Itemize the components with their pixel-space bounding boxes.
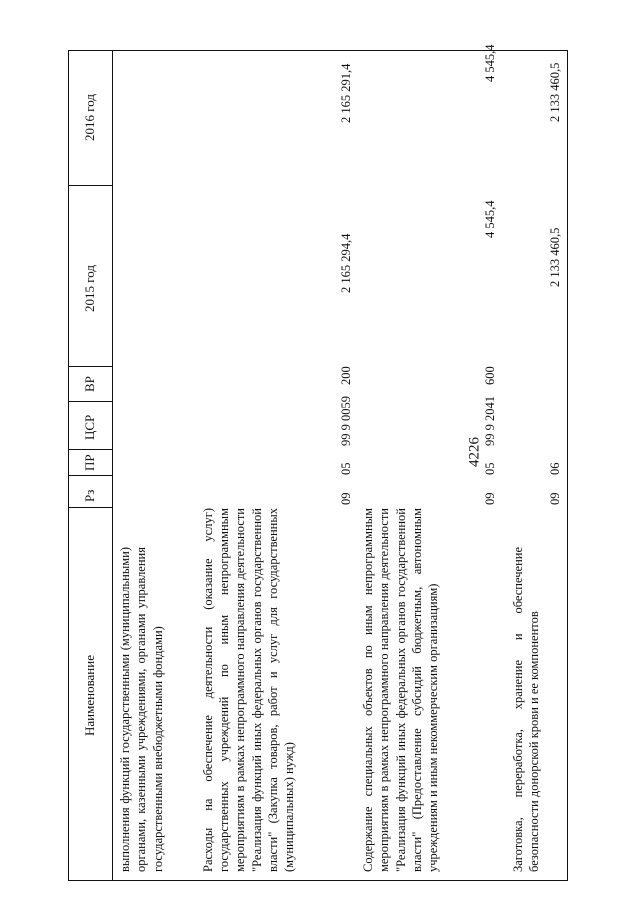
row-3-vr: 600 <box>483 366 497 385</box>
row-2-vr: 200 <box>339 366 353 385</box>
row-2-rz: 09 <box>339 492 353 505</box>
header-vr: ВР <box>82 376 97 392</box>
row-3-2016: 4 545,4 <box>483 44 497 82</box>
row-4-rz: 09 <box>548 492 562 505</box>
hdr-sep-2015-2016 <box>68 185 112 186</box>
row-1-name: выполнения функций государственными (муниципальными) органами, казенными учреждениями, органами управления государственными внебюджетными фондами) <box>118 547 165 872</box>
row-2-pr: 05 <box>339 462 353 475</box>
hdr-sep-name-rz <box>68 507 112 508</box>
header-column-rule <box>112 50 113 881</box>
hdr-sep-pr-csr <box>68 449 112 450</box>
row-3-name: Содержание специальных объектов по иным непрограммным мероприятиям в рамках непрограммного направления деятельности "Реализация функций иных федеральных органов государственной власти" (Предоставление субсидий бюджетным, автономным учреждениям и иным некоммерческим организациям) <box>361 508 441 872</box>
row-3-pr: 05 <box>483 462 497 475</box>
header-2016: 2016 год <box>82 94 97 141</box>
row-3-2015: 4 545,4 <box>483 200 497 238</box>
row-4-2015: 2 133 460,5 <box>548 227 562 287</box>
row-4-pr: 06 <box>548 462 562 475</box>
row-2-2015: 2 165 294,4 <box>339 233 353 293</box>
row-3-rz: 09 <box>483 492 497 505</box>
header-2015: 2015 год <box>82 265 97 312</box>
header-name: Наименование <box>82 655 97 736</box>
page-number: 4226 <box>466 437 483 467</box>
row-2-2016: 2 165 291,4 <box>339 63 353 123</box>
row-2-name: Расходы на обеспечение деятельности (оказание услуг) государственных учреждений по иным непрограммным мероприятиям в рамках непрограммного направления деятельности "Реализация функций иных федеральных органов государственной власти" (Закупка товаров, работ и услуг для государственных (муниципальных) нужд) <box>201 508 297 872</box>
row-2-csr: 99 9 0059 <box>339 396 353 446</box>
hdr-sep-rz-pr <box>68 475 112 476</box>
row-4-name: Заготовка, переработка, хранение и обеспечение безопасности донорской крови и ее компонентов <box>511 547 542 872</box>
row-3-csr: 99 9 2041 <box>483 396 497 446</box>
hdr-sep-vr-2015 <box>68 366 112 367</box>
hdr-sep-csr-vr <box>68 401 112 402</box>
header-pr: ПР <box>82 454 97 471</box>
header-rz: Рз <box>82 489 97 502</box>
header-csr: ЦСР <box>82 414 97 440</box>
row-4-2016: 2 133 460,5 <box>548 62 562 122</box>
